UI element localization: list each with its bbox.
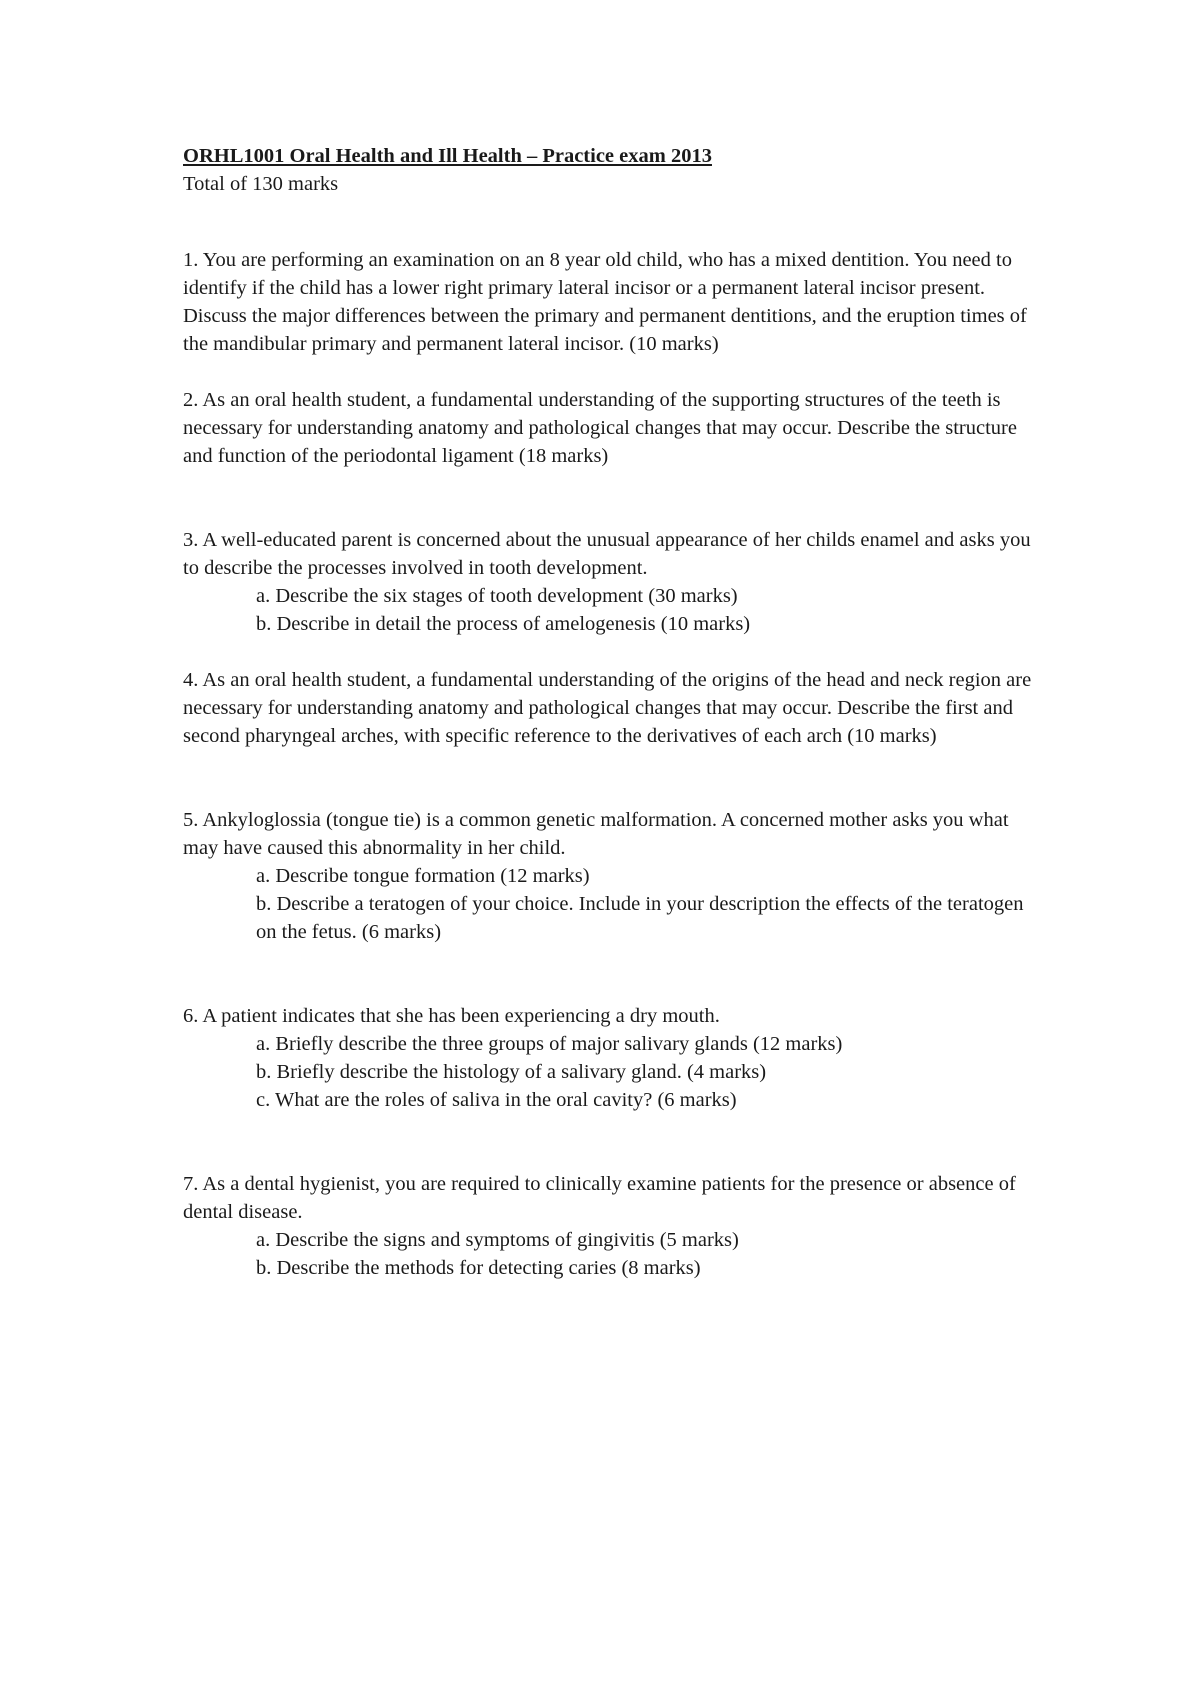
question-part: a. Describe tongue formation (12 marks) [256,865,590,887]
question-part: c. What are the roles of saliva in the oral cavity? (6 marks) [256,1089,737,1111]
question-part: b. Describe a teratogen of your choice. Include in your description the effects of the teratogen on the fetus. (6 marks) [256,893,1024,943]
question-text: 4. As an oral health student, a fundamental understanding of the origins of the head and neck region are necessary for understanding anatomy and pathological changes that may occur. Describe the first and second pharyngeal arches, with specific reference to the derivatives of each arch (10 marks) [183,669,1032,747]
question-text: 5. Ankyloglossia (tongue tie) is a common genetic malformation. A concerned mother asks you what may have caused this abnormality in her child. [183,809,1009,859]
question-3 [183,526,1043,638]
question-part: a. Describe the signs and symptoms of gingivitis (5 marks) [256,1229,739,1251]
question-5 [183,806,1043,946]
question-part: b. Briefly describe the histology of a salivary gland. (4 marks) [256,1061,767,1083]
question-part: a. Briefly describe the three groups of major salivary glands (12 marks) [256,1033,843,1055]
total-marks: Total of 130 marks [183,173,339,195]
question-1 [183,246,1043,358]
question-7 [183,1170,1043,1282]
exam-page [183,142,1043,1282]
question-part: b. Describe in detail the process of amelogenesis (10 marks) [256,613,751,635]
question-part: a. Describe the six stages of tooth development (30 marks) [256,585,738,607]
question-text: 3. A well-educated parent is concerned about the unusual appearance of her childs enamel and asks you to describe the processes involved in tooth development. [183,529,1031,579]
question-text: 6. A patient indicates that she has been experiencing a dry mouth. [183,1005,720,1027]
question-2 [183,386,1043,470]
question-6 [183,1002,1043,1114]
question-text: 2. As an oral health student, a fundamental understanding of the supporting structures of the teeth is necessary for understanding anatomy and pathological changes that may occur. Describe the structure and function of the periodontal ligament (18 marks) [183,389,1017,467]
exam-title: ORHL1001 Oral Health and Ill Health – Practice exam 2013 [183,145,712,167]
question-text: 1. You are performing an examination on an 8 year old child, who has a mixed dentition. You need to identify if the child has a lower right primary lateral incisor or a permanent lateral incisor present. Discuss the major differences between the primary and permanent dentitions, and the eruption times of the mandibular primary and permanent lateral incisor. (10 marks) [183,249,1027,355]
question-4 [183,666,1043,750]
question-part: b. Describe the methods for detecting caries (8 marks) [256,1257,701,1279]
question-text: 7. As a dental hygienist, you are required to clinically examine patients for the presence or absence of dental disease. [183,1173,1016,1223]
